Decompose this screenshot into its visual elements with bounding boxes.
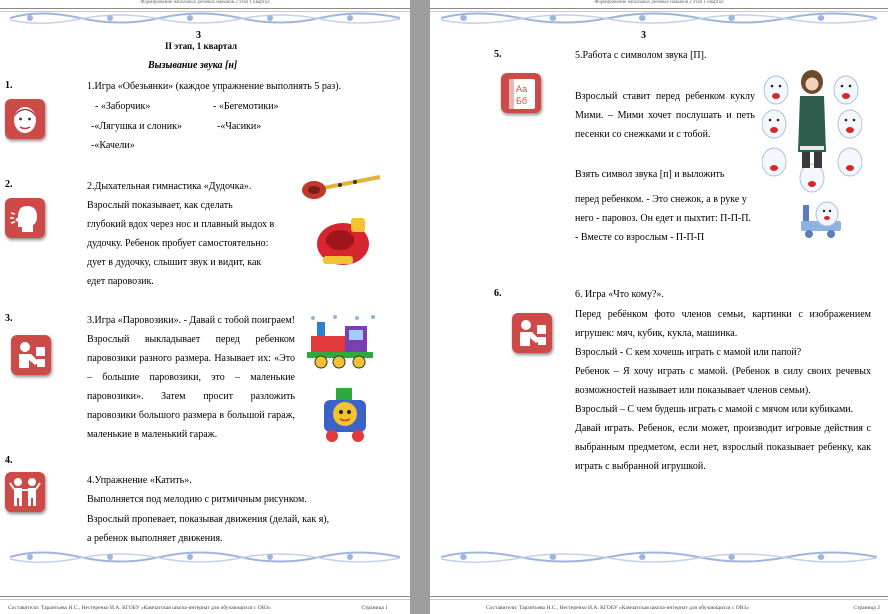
item3-text: 3.Игра «Паровозики». - Давай с тобой поиграем! Взрослый выкладывает перед ребенком паровозики разного размера. Называет их: «Это – большие паровозики, это – маленькие паровозики». Затем просит разложить паровозики большого размера в большой гараж, маленькие в маленький гараж. [87,315,296,440]
breathing-head-icon [5,198,45,238]
item3-paragraph [87,311,295,444]
item4-line-1: 4.Упражнение «Катить». [87,475,192,486]
footer-rule [0,596,410,600]
item6-para-3: Ребенок – Я хочу играть с мамой. (Ребенок в силу своих речевых возможностей называет или показывает членов семьи). [575,366,871,396]
item4-line-3: Взрослый пропевает, показывая движения (делай, как я), [87,514,330,525]
item4-line-4: а ребенок выполняет движения. [87,533,223,544]
icon-text-aa: Аа [516,84,528,94]
exercise-kacheli: -«Качели» [91,140,135,151]
item5-line-d: - Вместе со взрослым - П-П-П [575,232,705,243]
stage-label: II этап, 1 квартал [165,41,238,51]
item-number-6: 6. [494,288,502,299]
item-number-3: 3. [5,313,13,324]
item5-text: Взрослый ставит перед ребенком куклу Мими. – Мими хочет послушать и петь песенки со снежками и с тобой. [575,91,755,140]
item1-heading: 1.Игра «Обезьянки» (каждое упражнение выполнять 5 раз). [87,81,342,92]
snowflake-ornament-bottom [0,550,410,564]
playing-child-icon [512,313,552,353]
page-number: 3 [196,30,201,41]
exercise-lyagushka: -«Лягушка и слоник» [91,121,183,132]
running-header: Формирование начальных речевых навыков 2 этап 1 квартал [594,0,724,5]
item-number-5: 5. [494,49,502,60]
two-people-icon [5,472,45,512]
footer-page-label: Страница 1 [361,605,388,611]
exercise-zaborchik: - «Заборчик» [95,101,151,112]
item2-line-3: глубокий вдох через нос и плавный выдох в [87,219,275,230]
snowflake-ornament-bottom [430,550,888,564]
item2-line-6: едет паровозик. [87,276,154,287]
item5-paragraph [575,87,755,144]
footer-authors: Составители: Тарантьева Н.С., Нестеренко И.А. КГОБУ «Камчатская школа-интернат для обучающихся с ОВЗ» [8,605,271,611]
item6-para-4: Взрослый – С чем будешь играть с мамой с мячом или кубиками. [575,404,854,415]
footer-page-label: Страница 2 [853,605,880,611]
alphabet-book-icon [501,73,541,113]
toy-trumpet-image [313,212,375,268]
item-number-2: 2. [5,179,13,190]
document-page-left [0,0,410,614]
running-header: Формирование начальных речевых навыков 2 этап 1 квартал [140,0,270,5]
snowmen-doll-image [762,68,862,194]
toy-pipe-image [300,175,382,203]
document-page-right [430,0,888,614]
item-number-1: 1. [5,80,13,91]
item5-heading: 5.Работа с символом звука [П]. [575,50,707,61]
item6-para-2: Взрослый - С кем хочешь играть с мамой или папой? [575,347,802,358]
playing-child-icon [11,335,51,375]
toy-train-image [305,314,378,370]
icon-text-bb: Бб [516,96,528,106]
item2-line-5: дует в дудочку, слышит звук и видит, как [87,257,262,268]
page-number: 3 [641,30,646,41]
item4-line-2: Выполняется под мелодию с ритмичным рисунком. [87,494,307,505]
snowman-train-image [797,199,845,239]
snowflake-ornament-top [430,11,888,25]
item5-line-c: него - паровоз. Он едет и пыхтит: П-П-П. [575,213,752,224]
snowflake-ornament-top [0,11,410,25]
toy-locomotive-image [318,386,373,444]
item6-body [575,305,871,476]
footer-authors: Составители: Тарантьева Н.С., Нестеренко И.А. КГОБУ «Камчатская школа-интернат для обучающихся с ОВЗ» [486,605,749,611]
item5-line-a: Взять символ звука [п] и выложить [575,169,725,180]
item5-line-b: перед ребенком. - Это снежок, а в руке у [575,194,747,205]
exercise-begemotiki: - «Бегемотики» [213,101,279,112]
footer-rule [430,596,888,600]
section-title: Вызывание звука [н] [148,60,238,71]
exercise-chasiki: -«Часики» [217,121,262,132]
face-icon [5,99,45,139]
item2-line-2: Взрослый показывает, как сделать [87,200,233,211]
item6-para-5: Давай играть. Ребенок, если может, производит игровые действия с выбранным предметом, если нет, взрослый показывает ребенку, как играть с выбранной игрушкой. [575,423,871,472]
item6-heading: 6. Игра «Что кому?». [575,289,664,300]
item6-para-1: Перед ребёнком фото членов семьи, картинки с изображением игрушек: мяч, кубик, кукла, машинка. [575,309,871,339]
item2-line-4: дудочку. Ребенок пробует самостоятельно: [87,238,269,249]
item-number-4: 4. [5,455,13,466]
item2-line-1: 2.Дыхательная гимнастика «Дудочка». [87,181,252,192]
